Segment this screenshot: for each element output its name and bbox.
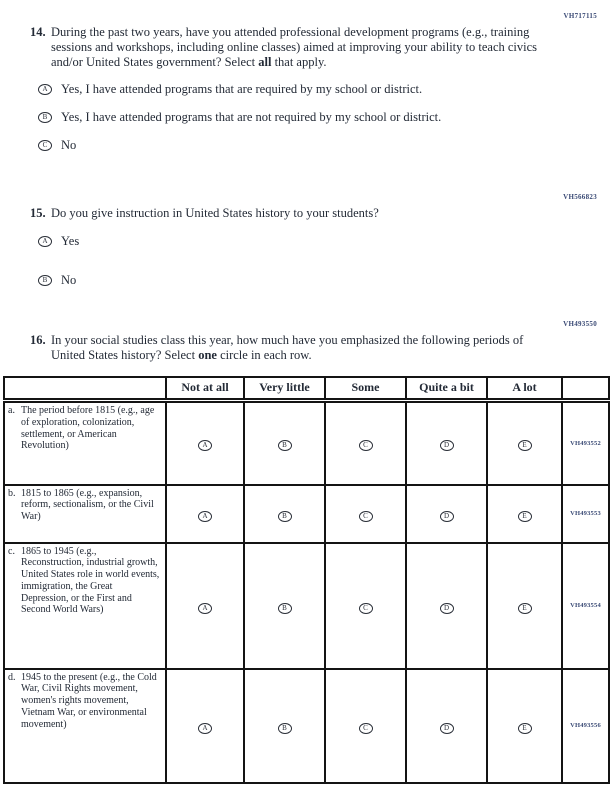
matrix-row-c-bubble-some[interactable]: C bbox=[359, 603, 373, 614]
matrix-row-b-bubble-not-at-all[interactable]: A bbox=[198, 511, 212, 522]
row-letter: d. bbox=[8, 671, 16, 683]
question-15-number: 15. bbox=[30, 206, 46, 221]
matrix-row-d-label: d. 1945 to the present (e.g., the Cold War, Civil Rights movement, women's rights movement, Vietnam War, or environmental movement) bbox=[4, 669, 166, 783]
matrix-row-a-bubble-not-at-all[interactable]: A bbox=[198, 440, 212, 451]
q14-option-c bbox=[38, 138, 557, 153]
question-16-text: In your social studies class this year, how much have you emphasized the following periods of United States history? Select one circle in each row. bbox=[51, 333, 524, 362]
matrix-row-b-code: VH493553 bbox=[562, 485, 609, 543]
matrix-header-quite-a-bit: Quite a bit bbox=[406, 377, 487, 401]
question-15 bbox=[30, 206, 611, 288]
matrix-row-a-label: a. The period before 1815 (e.g., age of exploration, colonization, settlement, or American Revolution) bbox=[4, 401, 166, 485]
question-14-code: VH717115 bbox=[563, 12, 597, 20]
q14-option-c-bubble[interactable] bbox=[38, 140, 52, 151]
matrix-row-c-bubble-very-little[interactable]: B bbox=[278, 603, 292, 614]
bubble-letter: A bbox=[42, 237, 48, 245]
bubble-letter: C bbox=[42, 141, 48, 150]
row-letter: c. bbox=[8, 545, 15, 557]
matrix-row-d-code: VH493556 bbox=[562, 669, 609, 783]
matrix-row-d-bubble-some[interactable]: C bbox=[359, 723, 373, 734]
matrix-row-d bbox=[4, 669, 609, 783]
emphasis-matrix-table bbox=[3, 376, 610, 784]
matrix-row-a bbox=[4, 401, 609, 485]
matrix-row-b-label: b. 1815 to 1865 (e.g., expansion, reform, sectionalism, or the Civil War) bbox=[4, 485, 166, 543]
matrix-row-c-bubble-quite-a-bit[interactable]: D bbox=[440, 603, 454, 614]
matrix-row-c-bubble-a-lot[interactable]: E bbox=[518, 603, 532, 614]
matrix-row-d-bubble-very-little[interactable]: B bbox=[278, 723, 292, 734]
matrix-row-a-bubble-quite-a-bit[interactable]: D bbox=[440, 440, 454, 451]
row-letter: b. bbox=[8, 487, 16, 499]
question-16 bbox=[30, 333, 611, 363]
matrix-header-row bbox=[4, 377, 609, 401]
matrix-row-b-bubble-a-lot[interactable]: E bbox=[518, 511, 532, 522]
row-letter: a. bbox=[8, 405, 15, 416]
matrix-row-b-bubble-very-little[interactable]: B bbox=[278, 511, 292, 522]
bubble-letter: B bbox=[42, 276, 48, 284]
question-16-code: VH493550 bbox=[563, 320, 597, 328]
matrix-row-c-bubble-not-at-all[interactable]: A bbox=[198, 603, 212, 614]
matrix-row-d-bubble-not-at-all[interactable]: A bbox=[198, 723, 212, 734]
matrix-row-a-bubble-very-little[interactable]: B bbox=[278, 440, 292, 451]
question-16-number: 16. bbox=[30, 333, 46, 347]
matrix-row-c bbox=[4, 543, 609, 669]
matrix-row-b-bubble-some[interactable]: C bbox=[359, 511, 373, 522]
matrix-header-very-little: Very little bbox=[244, 377, 325, 401]
matrix-row-a-bubble-some[interactable]: C bbox=[359, 440, 373, 451]
matrix-header-a-lot: A lot bbox=[487, 377, 562, 401]
matrix-row-b-bubble-quite-a-bit[interactable]: D bbox=[440, 511, 454, 522]
matrix-header-empty bbox=[4, 377, 166, 401]
matrix-row-a-bubble-a-lot[interactable]: E bbox=[518, 440, 532, 451]
matrix-row-b bbox=[4, 485, 609, 543]
q14-option-b-label: Yes, I have attended programs that are not required by my school or district. bbox=[61, 110, 442, 125]
matrix-row-c-code: VH493554 bbox=[562, 543, 609, 669]
bubble-letter: A bbox=[42, 85, 48, 94]
matrix-row-d-bubble-quite-a-bit[interactable]: D bbox=[440, 723, 454, 734]
q14-option-b bbox=[38, 110, 557, 125]
bubble-letter: B bbox=[42, 113, 48, 122]
matrix-header-some: Some bbox=[325, 377, 406, 401]
q15-option-a bbox=[38, 234, 557, 249]
q14-option-a bbox=[38, 82, 557, 97]
matrix-header-code-empty bbox=[562, 377, 609, 401]
q15-option-b bbox=[38, 273, 557, 288]
q14-option-c-label: No bbox=[61, 138, 77, 153]
question-15-text: Do you give instruction in United States history to your students? bbox=[51, 206, 379, 221]
question-14-text: During the past two years, have you attended professional development programs (e.g., training sessions and workshops, including online classes) aimed at improving your ability to teach civics and/or United States government? Select all that apply. bbox=[51, 25, 538, 69]
q15-option-b-bubble[interactable] bbox=[38, 275, 52, 286]
q15-option-a-label: Yes bbox=[61, 234, 80, 248]
question-14 bbox=[30, 25, 611, 153]
q15-option-b-label: No bbox=[61, 273, 77, 287]
matrix-row-c-label: c. 1865 to 1945 (e.g., Reconstruction, industrial growth, United States role in world events, immigration, the Great Depression, or the First and Second World Wars) bbox=[4, 543, 166, 669]
question-14-number: 14. bbox=[30, 25, 46, 39]
q15-option-a-bubble[interactable] bbox=[38, 236, 52, 247]
q14-option-b-bubble[interactable] bbox=[38, 112, 52, 123]
question-15-code: VH566823 bbox=[563, 193, 597, 202]
q14-option-a-label: Yes, I have attended programs that are required by my school or district. bbox=[61, 82, 423, 97]
matrix-header-not-at-all: Not at all bbox=[166, 377, 244, 401]
matrix-row-d-bubble-a-lot[interactable]: E bbox=[518, 723, 532, 734]
q14-option-a-bubble[interactable] bbox=[38, 84, 52, 95]
matrix-row-a-code: VH493552 bbox=[562, 401, 609, 485]
